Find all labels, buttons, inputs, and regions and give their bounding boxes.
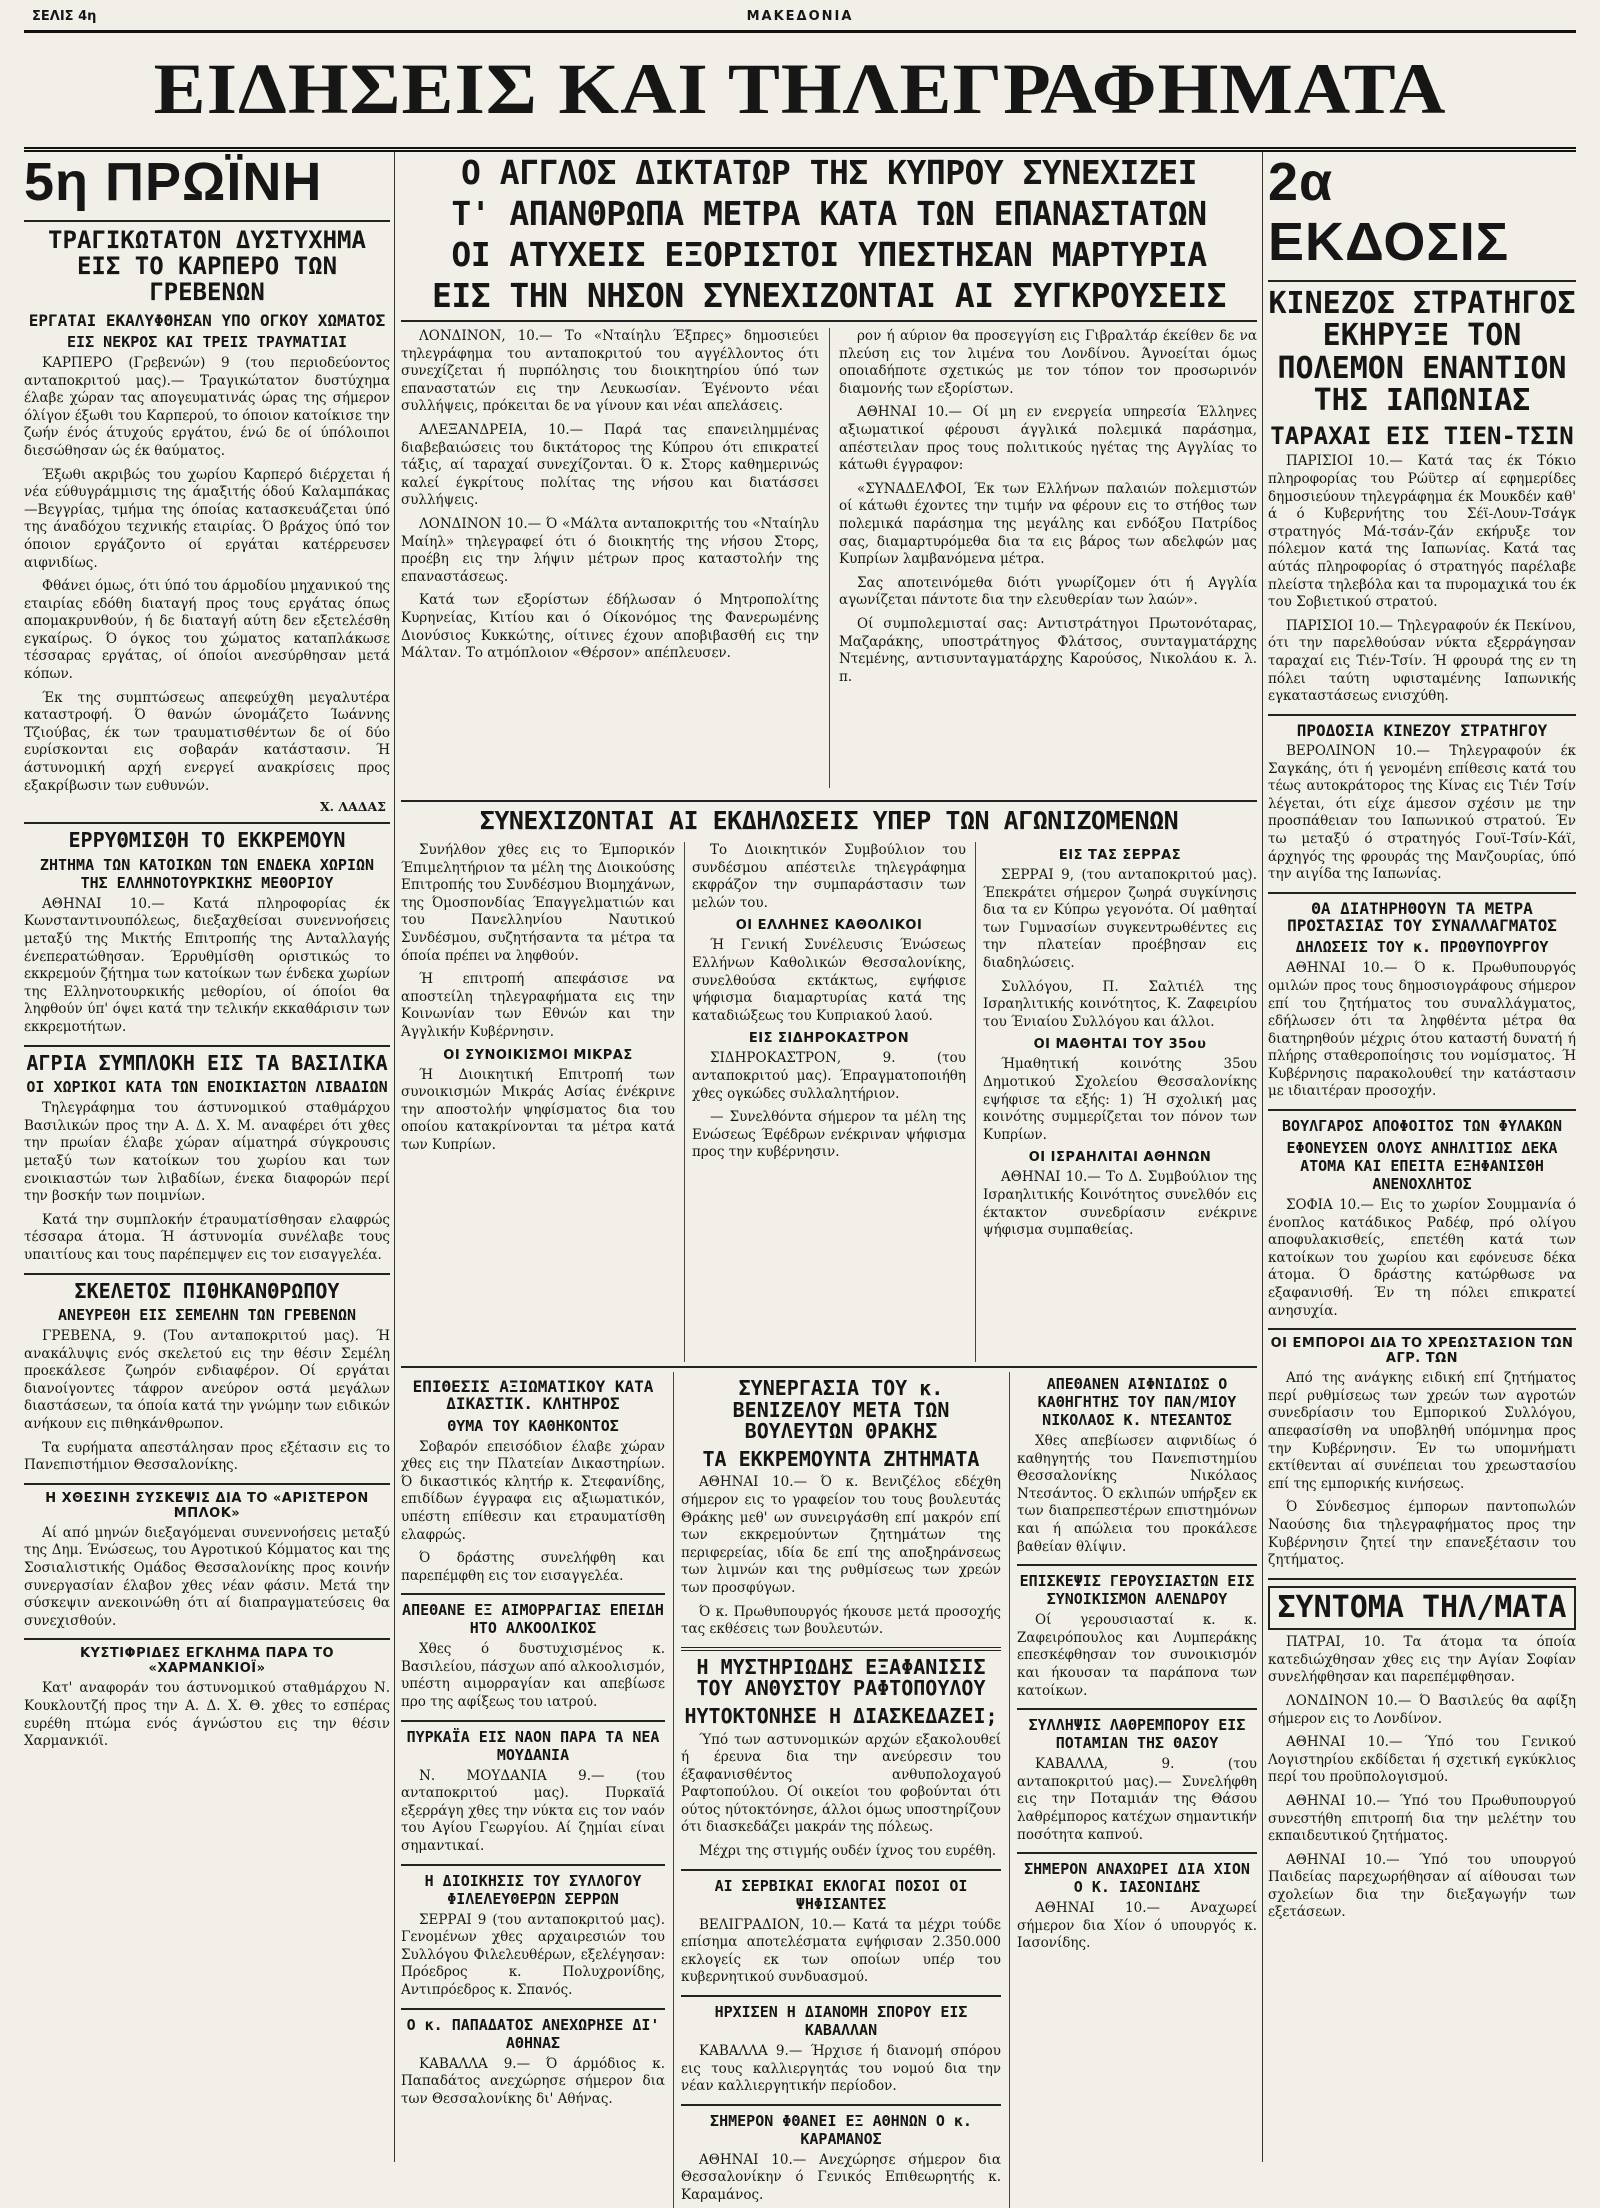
column-rule bbox=[1262, 152, 1263, 2162]
article-column bbox=[401, 842, 675, 1362]
divider bbox=[681, 2104, 1001, 2106]
headline: ΣΗΜΕΡΟΝ ΑΝΑΧΩΡΕΙ ΔΙΑ ΧΙΟΝ Ο Κ. ΙΑΣΟΝΙΔΗΣ bbox=[1024, 1860, 1250, 1897]
article-paragraph: ΑΘΗΝΑΙ 10.— Ό κ. Πρωθυπουργός ομιλών προς τους δημοσιογράφους σήμερον επί του ζητήματος του συναλλάγματος, εδήλωσεν ότι τα ληφθέντα μέτρα θα διατηρηθούν μέχρις ότου καταστή δυνατή ή πλήρης σταθεροποίησις του νομίσματος. Ή Κυβέρνησις παρακολουθεί την κατάστασιν με ιδιαιτέραν προσοχήν. bbox=[1268, 960, 1576, 1100]
subheadline: ΑΝΕΥΡΕΘΗ ΕΙΣ ΣΕΜΕΛΗΝ ΤΩΝ ΓΡΕΒΕΝΩΝ bbox=[57, 1306, 356, 1325]
divider bbox=[24, 1483, 390, 1485]
article-paragraph: ΣΕΡΡΑΙ 9, (του ανταποκριτού μας). Έπεκράτει σήμερον ζωηρά συγκίνησις δια τα εν Κύπρω γεγονότα. Οί μαθηταί των Γυμνασίων συγκεντρωθέντες εις την πλατείαν προέβησαν εις διαδηλώσεις. bbox=[983, 867, 1257, 971]
article-paragraph: ΑΘΗΝΑΙ 10.— Ανεχώρησε σήμερον δια Θεσσαλονίκην ό Γενικός Επιθεωρητής κ. Καραμάνος. bbox=[681, 2151, 1001, 2203]
article-paragraph: ΒΕΡΟΛΙΝΟΝ 10.— Τηλεγραφούν έκ Σαγκάης, ότι ή γενομένη επίθεσις κατά του τέως αυτοκράτορος της Κίνας εις Τιέν Τσίν λέγεται, ότι είχε άμεσον σχέσιν με την προσπάθειαν του Ιαπωνικού στρατού. Έν τω μεταξύ ό στρατηγός Γουϊ-Τσίν-Κάϊ, άρχηγός της φρουράς της Μανζουρίας, ύπό την αιγίδα της Ιαπωνίας. bbox=[1268, 743, 1576, 883]
article-paragraph: ΛΟΝΔΙΝΟΝ 10.— Ό «Μάλτα ανταποκριτής του «Νταίηλυ Μαίηλ» τηλεγραφεί ότι ό διοικητής της νήσου Στορς, προέβη εις την λήψιν μέτρων προς καταστολήν της επαναστάσεως. bbox=[401, 515, 819, 585]
divider bbox=[1017, 1564, 1257, 1566]
section-title: ΕΙΔΗΣΕΙΣ ΚΑΙ ΤΗΛΕΓΡΑΦΗΜΑΤΑ bbox=[153, 48, 1447, 129]
column-rule bbox=[394, 152, 395, 2162]
subheadline: ΟΙ ΜΑΘΗΤΑΙ ΤΟΥ 35ου bbox=[1033, 1037, 1207, 1053]
divider bbox=[24, 1638, 390, 1640]
article-paragraph: Έξωθι ακριβώς του χωρίου Καρπερό διέρχεται ή νέα εύθυγράμμισις της άμαξιτής όδού Καλαμπάκας—Βεγγρίας, τμήμα της όποίας κατασκευάζεται ύπό της άναδόχου τεχνικής εταιρίας. Ό βράχος ύπό τον όποιον εργάζοντο οί εργάται κατέρρευσεν αιφνιδίως. bbox=[24, 466, 390, 571]
headline: ΤΡΑΓΙΚΩΤΑΤΟΝ ΔΥΣΤΥΧΗΜΑ ΕΙΣ ΤΟ ΚΑΡΠΕΡΟ ΤΩΝ ΓΡΕΒΕΝΩΝ bbox=[48, 226, 366, 306]
article-paragraph: ΠΑΤΡΑΙ, 10. Τα άτομα τα όποία κατεδιώχθησαν χθες εις την Αγίαν Σοφίαν συνελήφθησαν και παρεπέμφθησαν. bbox=[1268, 1634, 1576, 1686]
divider bbox=[401, 2008, 665, 2010]
divider bbox=[1017, 1852, 1257, 1854]
subheadline: ΟΙ ΙΣΡΑΗΛΙΤΑΙ ΑΘΗΝΩΝ bbox=[1028, 1150, 1212, 1166]
banner-headline: ΕΙΣ ΤΗΝ ΝΗΣΟΝ ΣΥΝΕΧΙΖΟΝΤΑΙ ΑΙ ΣΥΓΚΡΟΥΣΕΙΣ bbox=[431, 276, 1227, 315]
article-paragraph: Αί από μηνών διεξαγόμεναι συνεννοήσεις μεταξύ της Δημ. Ένώσεως, του Αγροτικού Κόμματος και της Σοσιαλιστικής Ομάδος Θεσσαλονίκης προς κοινήν συνεργασίαν έλαβον χθες νέαν φάσιν. Μετά την σύσκεψιν ανεκοινώθη ότι αί διαπραγματεύσεις θα συνεχισθούν. bbox=[24, 1524, 390, 1629]
left-column bbox=[24, 152, 390, 2162]
article-paragraph: Ή Διοικητική Επιτροπή των συνοικισμών Μικράς Ασίας ένέκρινε την αποστολήν ψηφίσματος δια του οποίου κατακρίνονται τα μέτρα κατά των Κυπρίων. bbox=[401, 1066, 675, 1153]
column-rule bbox=[1009, 1372, 1010, 2208]
article-paragraph: Οί γερουσιασταί κ. κ. Ζαφειρόπουλος και Λυμπεράκης επεσκέφθησαν τον συνοικισμόν και ήκουσαν τα παράπονα των κατοίκων. bbox=[1017, 1612, 1257, 1699]
article-paragraph: ΣΟΦΙΑ 10.— Εις το χωρίον Σουμμανία ό ένοπλος κατάδικος Ραδέφ, πρό ολίγου αποφυλακισθείς, επετέθη κατά των κατοίκων του χωρίου και εφόνευσε δέκα άτομα. Ό δράστης κατώρθωσε να εξαφανισθή. Έν τη πόλει επικρατεί ανησυχία. bbox=[1268, 1197, 1576, 1319]
headline: ΑΙ ΣΕΡΒΙΚΑΙ ΕΚΛΟΓΑΙ ΠΟΣΟΙ ΟΙ ΨΗΦΙΣΑΝΤΕΣ bbox=[714, 1876, 968, 1913]
article-column bbox=[681, 1372, 1001, 2208]
article-paragraph: ΛΟΝΔΙΝΟΝ, 10.— Το «Νταίηλυ Έξπρες» δημοσιεύει τηλεγράφημα του ανταποκριτού του αγγέλλοντος ότι συνεχίζεται ή πυρπόλησις του διοικητηρίου ύπό των επαναστατών εις την Λευκωσίαν. Έγένοντο νέαι συλλήψεις, πρόκειται δε να γίνουν και νέαι απελάσεις. bbox=[401, 328, 819, 415]
article-paragraph: ΑΘΗΝΑΙ 10.— Κατά πληροφορίας έκ Κωνσταντινουπόλεως, διεξαχθείσαι συνεννοήσεις μεταξύ της Μικτής Επιτροπής της Ανταλλαγής ένεπερατώθησαν. Έρρυθμίσθη οριστικώς το εκκρεμούν ζήτημα των κατοίκων των ένδεκα χωρίων της Ελληνοτουρκικής μεθορίου, οί όποίοι θα ληφθούν ύπ' όψει κατά την τελικήν εκκαθάρισιν των εκκρεμοτήτων. bbox=[24, 895, 390, 1035]
article-paragraph: Ύπό των αστυνομικών αρχών εξακολουθεί ή έρευνα δια την ανεύρεσιν του έξαφανισθέντος ανθυπολοχαγού Ραφτοπούλου. Οί οικείοι του φοβούνται ότι ούτος ηύτοκτόνησε, άλλοι όμως υποστηρίζουν ότι διασκεδάζει μακράν της πόλεως. bbox=[681, 1731, 1001, 1836]
article-paragraph: ΚΑΡΠΕΡΟ (Γρεβενών) 9 (του περιοδεύοντος ανταποκριτού μας).— Τραγικώτατον δυστύχημα έλαβε χώραν τας απογευματινάς ώρας της σήμερον όλίγον έξωθι του Καρπερού, το όποιον κατοίκισε την ζωήν ένός άτυχούς εργάτου, ένώ δε οί ύπόλοιποι διεσώθησαν ώς έκ θαύματος. bbox=[24, 354, 390, 459]
headline: ΑΠΕΘΑΝΕΝ ΑΙΦΝΙΔΙΩΣ Ο ΚΑΘΗΓΗΤΗΣ ΤΟΥ ΠΑΝ/ΜΙΟΥ ΝΙΚΟΛΑΟΣ Κ. ΝΤΕΣΑΝΤΟΣ bbox=[1037, 1375, 1237, 1429]
demonstrations-section bbox=[401, 842, 1257, 1362]
headline: Η ΧΘΕΣΙΝΗ ΣΥΣΚΕΨΙΣ ΔΙΑ ΤΟ «ΑΡΙΣΤΕΡΟΝ ΜΠΛΟΚ» bbox=[45, 1490, 369, 1521]
divider bbox=[24, 822, 390, 824]
page-number: ΣΕΛΙΣ 4η bbox=[32, 9, 97, 24]
article-paragraph: ΚΑΒΑΛΛΑ 9.— Ήρχισε ή διανομή σπόρου εις τους καλλιεργητάς του νομού δια την νέαν καλλιεργητικήν περίοδον. bbox=[681, 2043, 1001, 2095]
article-paragraph: Έκ της συμπτώσεως απεφεύχθη μεγαλυτέρα καταστροφή. Ό θανών ώνομάζετο Ίωάννης Τζιούβας, έκ των τραυματισθέντων δε οί δύο ευρίσκονται εις σοβαράν κατάστασιν. Ή άστυνομική αρχή ενεργεί ανακρίσεις προς εξακρίβωσιν των ευθυνών. bbox=[24, 689, 390, 794]
divider bbox=[401, 320, 1257, 322]
byline: Χ. ΛΑΔΑΣ bbox=[319, 799, 386, 815]
article-paragraph: ΓΡΕΒΕΝΑ, 9. (Του ανταποκριτού μας). Ή ανακάλυψις ενός σκελετού εις την θέσιν Σεμέλη προεκάλεσε ζωηρόν ενδιαφέρον. Οί εργάται διανοίγοντες τάφρον ανεύρον οστά μεγάλων διαστάσεων, τα όποία κατά την γνώμην των ειδικών ανήκουν εις πιθηκάνθρωπον. bbox=[24, 1328, 390, 1433]
headline: ΣΥΝΤΟΜΑ ΤΗΛ/ΜΑΤΑ bbox=[1268, 1586, 1576, 1630]
headline: ΑΓΡΙΑ ΣΥΜΠΛΟΚΗ ΕΙΣ ΤΑ ΒΑΣΙΛΙΚΑ bbox=[26, 1050, 388, 1075]
article-paragraph: Τα ευρήματα απεστάλησαν προς εξέτασιν εις το Πανεπιστήμιον Θεσσαλονίκης. bbox=[24, 1439, 390, 1474]
column-rule bbox=[829, 328, 830, 788]
headline: ΣΥΝΕΡΓΑΣΙΑ ΤΟΥ κ. ΒΕΝΙΖΕΛΟΥ ΜΕΤΑ ΤΩΝ ΒΟΥΛΕΥΤΩΝ ΘΡΑΚΗΣ bbox=[732, 1376, 950, 1444]
divider bbox=[401, 1593, 665, 1595]
newspaper-page bbox=[24, 6, 1576, 2203]
article-paragraph: Σοβαρόν επεισόδιον έλαβε χώραν χθες εις την Πλατείαν Δικαστηρίων. Ό δικαστικός κλητήρ κ. Στεφανίδης, επιδίδων έγγραφα εις αξιωματικόν, υπέστη επίθεσιν και ετραυματίσθη ελαφρώς. bbox=[401, 1438, 665, 1543]
headline: ΕΠΙΘΕΣΙΣ ΑΞΙΩΜΑΤΙΚΟΥ ΚΑΤΑ ΔΙΚΑΣΤΙΚ. ΚΛΗΤΗΡΟΣ bbox=[412, 1377, 654, 1414]
subheadline: ΟΙ ΧΩΡΙΚΟΙ ΚΑΤΑ ΤΩΝ ΕΝΟΙΚΙΑΣΤΩΝ ΛΙΒΑΔΙΩΝ bbox=[26, 1078, 388, 1097]
article-column bbox=[401, 328, 819, 798]
article-paragraph: Χθες απεβίωσεν αιφνιδίως ό καθηγητής του Πανεπιστημίου Θεσσαλονίκης Νικόλαος Ντεσάντος. Ό εκλιπών υπήρξεν εκ των διαπρεπεστέρων επιστημόνων και ή απώλεια του προκάλεσε βαθείαν θλίψιν. bbox=[1017, 1433, 1257, 1555]
article-column bbox=[983, 842, 1257, 1362]
subheadline: ΕΙΣ ΝΕΚΡΟΣ ΚΑΙ ΤΡΕΙΣ ΤΡΑΥΜΑΤΙΑΙ bbox=[67, 332, 347, 351]
subheadline: ΖΗΤΗΜΑ ΤΩΝ ΚΑΤΟΙΚΩΝ ΤΩΝ ΕΝΔΕΚΑ ΧΩΡΙΩΝ ΤΗΣ ΕΛΛΗΝΟΤΟΥΡΚΙΚΗΣ ΜΕΘΟΡΙΟΥ bbox=[39, 855, 375, 892]
banner-headline: Ο ΑΓΓΛΟΣ ΔΙΚΤΑΤΩΡ ΤΗΣ ΚΥΠΡΟΥ ΣΥΝΕΧΙΖΕΙ bbox=[461, 153, 1197, 192]
article-paragraph: Ν. ΜΟΥΔΑΝΙΑ 9.— (του ανταποκριτού μας). Πυρκαϊά εξερράγη χθες την νύκτα εις τον ναόν του Αγίου Γεωργίου. Αί ζημίαι είναι σημαντικαί. bbox=[401, 1767, 665, 1855]
headline: ΒΟΥΛΓΑΡΟΣ ΑΠΟΦΟΙΤΟΣ ΤΩΝ ΦΥΛΑΚΩΝ bbox=[1282, 1117, 1562, 1136]
article-paragraph: ΑΘΗΝΑΙ 10.— Αναχωρεί σήμερον δια Χίον ό υπουργός κ. Ιασονίδης. bbox=[1017, 1900, 1257, 1952]
divider bbox=[1268, 1328, 1576, 1330]
headline: ΕΡΡΥΘΜΙΣΘΗ ΤΟ ΕΚΚΡΕΜΟΥΝ bbox=[68, 828, 346, 853]
headline: ΣΚΕΛΕΤΟΣ ΠΙΘΗΚΑΝΘΡΩΠΟΥ bbox=[74, 1278, 340, 1303]
article-paragraph: Ό κ. Πρωθυπουργός ήκουσε μετά προσοχής τας εκθέσεις των βουλευτών. bbox=[681, 1603, 1001, 1638]
article-paragraph: ΛΟΝΔΙΝΟΝ 10.— Ό Βασιλεύς θα αφίξη σήμερον εις το Λονδίνον. bbox=[1268, 1692, 1576, 1727]
article-paragraph: Ό Σύνδεσμος έμπορων παντοπωλών Ναούσης δια τηλεγραφήματος προς την Κυβέρνησιν ζητεί την επανεξέτασιν του ζητήματος. bbox=[1268, 1499, 1576, 1569]
subheadline: ΕΙΣ ΣΙΔΗΡΟΚΑΣΤΡΟΝ bbox=[748, 1031, 910, 1047]
right-column bbox=[1268, 152, 1576, 2162]
article-paragraph: Σας αποτεινόμεθα διότι γνωρίζομεν ότι ή Αγγλία αγωνίζεται πάντοτε δια την ελευθερίαν των λαών». bbox=[839, 574, 1257, 609]
headline: ΗΡΧΙΣΕΝ Η ΔΙΑΝΟΜΗ ΣΠΟΡΟΥ ΕΙΣ ΚΑΒΑΛΛΑΝ bbox=[714, 2003, 968, 2040]
article-paragraph: ΑΘΗΝΑΙ 10.— Ύπό του Πρωθυπουργού συνεστήθη επιτροπή δια την μελέτην του εκπαιδευτικού ζητήματος. bbox=[1268, 1792, 1576, 1845]
article-paragraph: ΒΕΛΙΓΡΑΔΙΟΝ, 10.— Κατά τα μέχρι τούδε επίσημα αποτελέσματα εψήφισαν 2.350.000 εκλογείς εκ των οποίων υπέρ του κυβερνητικού συνδυασμού. bbox=[681, 1916, 1001, 1986]
article-paragraph: ΑΘΗΝΑΙ 10.— Το Δ. Συμβούλιον της Ισραηλιτικής Κοινότητος συνελθόν εις έκτακτον συνεδρίασιν ενέκρινε ψήφισμα συμπαθείας. bbox=[983, 1169, 1257, 1239]
article-paragraph: Ή επιτροπή απεφάσισε να αποστείλη τηλεγραφήματα εις την Κοινωνίαν των Εθνών και την Άγγλικήν Κυβέρνησιν. bbox=[401, 971, 675, 1040]
article-paragraph: Συνήλθον χθες εις το Έμπορικόν Έπιμελητήριον τα μέλη της Διοικούσης Επιτροπής του Συνδέσμου Βιομηχάνων, της Όμοσπονδίας Έπαγγελματιών και του Πανελληνίου Ναυτικού Συνδέσμου, συζητήσαντα τα μέτρα τα όποία πρέπει να ληφθούν. bbox=[401, 842, 675, 964]
article-paragraph: ΑΘΗΝΑΙ 10.— Ύπό του υπουργού Παιδείας παρεχωρήθησαν αί αίθουσαι των σχολείων δια την διεξαγωγήν των εξετάσεων. bbox=[1268, 1851, 1576, 1921]
divider bbox=[401, 800, 1257, 802]
subheadline: ΘΥΜΑ ΤΟΥ ΚΑΘΗΚΟΝΤΟΣ bbox=[447, 1416, 619, 1435]
headline: ΠΡΟΔΟΣΙΑ ΚΙΝΕΖΟΥ ΣΤΡΑΤΗΓΟΥ bbox=[1296, 720, 1548, 740]
article-paragraph: Ό δράστης συνελήφθη και παρεπέμφθη εις τον εισαγγελέα. bbox=[401, 1550, 665, 1584]
divider bbox=[681, 1995, 1001, 1997]
article-paragraph: Τηλεγράφημα του άστυνομικού σταθμάρχου Βασιλικών προς την Α. Δ. Χ. Μ. αναφέρει ότι χθες την πρωίαν έλαβε χώραν αίματηρά σύγκρουσις μεταξύ των κατοίκων του χωρίου και των ενοικιαστών των λιβαδίων, ένεκα διαφορών περί την βοσκήν των ποιμνίων. bbox=[24, 1100, 390, 1205]
newspaper-name: ΜΑΚΕΔΟΝΙΑ bbox=[746, 9, 854, 24]
article-paragraph: «ΣΥΝΑΔΕΛΦΟΙ, Έκ των Ελλήνων παλαιών πολεμιστών οί κάτωθι έχοντες την τιμήν να φέρουν εις το στήθος των πολεμικά παράσημα της μεγάλης και ενδόξου Πατρίδος σας, διαμαρτυρόμεθα δια τα εις βάρος των αδελφών μας Κυπρίων λαμβανόμενα μέτρα. bbox=[839, 480, 1257, 568]
headline: ΟΙ ΕΜΠΟΡΟΙ ΔΙΑ ΤΟ ΧΡΕΩΣΤΑΣΙΟΝ ΤΩΝ ΑΓΡ. ΤΩΝ bbox=[1270, 1336, 1574, 1367]
subheadline: ΕΡΓΑΤΑΙ ΕΚΑΛΥΦΘΗΣΑΝ ΥΠΟ ΟΓΚΟΥ ΧΩΜΑΤΟΣ bbox=[28, 310, 386, 330]
section-headline: ΣΥΝΕΧΙΖΟΝΤΑΙ ΑΙ ΕΚΔΗΛΩΣΕΙΣ ΥΠΕΡ ΤΩΝ ΑΓΩΝΙΖΟΜΕΝΩΝ bbox=[479, 806, 1179, 835]
headline: ΘΑ ΔΙΑΤΗΡΗΘΟΥΝ ΤΑ ΜΕΤΡΑ ΠΡΟΣΤΑΣΙΑΣ ΤΟΥ ΣΥΝΑΛΛΑΓΜΑΤΟΣ bbox=[1287, 898, 1557, 936]
article-paragraph: Συλλόγου, Π. Σαλτιέλ της Ισραηλιτικής κοινότητος, Κ. Ζαφειρίου του Ένιαίου Συλλόγου και άλλοι. bbox=[983, 978, 1257, 1030]
headline: ΚΙΝΕΖΟΣ ΣΤΡΑΤΗΓΟΣ ΕΚΗΡΥΞΕ ΤΟΝ ΠΟΛΕΜΟΝ ΕΝΑΝΤΙΟΝ ΤΗΣ ΙΑΠΩΝΙΑΣ bbox=[1268, 286, 1576, 419]
article-paragraph: ΚΑΒΑΛΛΑ, 9. (του ανταποκριτού μας).— Συνελήφθη εις την Ποταμιάν της Θάσου λαθρέμπορος κατέχων σημαντικήν ποσότητα καπνού. bbox=[1017, 1756, 1257, 1843]
subheadline: ΕΦΟΝΕΥΣΕΝ ΟΛΟΥΣ ΑΝΗΛΙΤΙΩΣ ΔΕΚΑ ΑΤΟΜΑ ΚΑΙ ΕΠΕΙΤΑ ΕΞΗΦΑΝΙΣΘΗ ΑΝΕΝΟΧΛΗΤΟΣ bbox=[1286, 1139, 1558, 1194]
article-paragraph: ΑΘΗΝΑΙ 10.— Ό κ. Βενιζέλος εδέχθη σήμερον εις το γραφείον του τους βουλευτάς Θράκης μεθ' ων συνειργάσθη επί μακρόν επί των εκκρεμούντων ζητημάτων της περιφερείας, ιδία δε επί της αποξηράνσεως των λιμνών και της ρυθμίσεως των χρεών των προσφύγων. bbox=[681, 1474, 1001, 1596]
headline: ΠΥΡΚΑΪΑ ΕΙΣ ΝΑΟΝ ΠΑΡΑ ΤΑ ΝΕΑ ΜΟΥΔΑΝΙΑ bbox=[406, 1727, 660, 1764]
column-rule bbox=[975, 842, 976, 1362]
headline: ΣΥΛΛΗΨΙΣ ΛΑΘΡΕΜΠΟΡΟΥ ΕΙΣ ΠΟΤΑΜΙΑΝ ΤΗΣ ΘΑΣΟΥ bbox=[1028, 1716, 1246, 1753]
article-paragraph: ΠΑΡΙΣΙΟΙ 10.— Τηλεγραφούν έκ Πεκίνου, ότι την παρελθούσαν νύκτα εξερράγησαν ταραχαί εις Τιέν-Τσίν. Ή φρουρά της εν τη πόλει ταύτη υφισταμένης Ιαπωνικής εγκαταστάσεως ενισχύθη. bbox=[1268, 617, 1576, 705]
headline: Ο κ. ΠΑΠΑΔΑΤΟΣ ΑΝΕΧΩΡΗΣΕ ΔΙ' ΑΘΗΝΑΣ bbox=[406, 2015, 660, 2052]
subheadline: ΕΙΣ ΤΑΣ ΣΕΡΡΑΣ bbox=[1058, 848, 1182, 863]
article-paragraph: ρον ή αύριον θα προσεγγίση εις Γιβραλτάρ έκείθεν δε να πλεύση εις τον λιμένα του Λονδίνου. Άγνοείται όμως οποιαδήποτε σχετικώς με τον τόπον τον προσωρινόν διαμονής των εξορίστων. bbox=[839, 328, 1257, 397]
article-paragraph: Οί συμπολεμισταί σας: Αντιστράτηγοι Πρωτονόταρας, Μαζαράκης, υποστράτηγος Φλάτσος, συνταγματάρχης Ντεμένης, αντισυνταγματάρχης Καρούσος, Νικολάου κ. λ. π. bbox=[839, 615, 1257, 685]
article-paragraph: Ή Γενική Συνέλευσις Ένώσεως Ελλήνων Καθολικών Θεσσαλονίκης, συνελθούσα εκτάκτως, εψήφισε ψήφισμα διαμαρτυρίας κατά της καταδιώξεως του Κυπριακού λαού. bbox=[692, 937, 966, 1024]
article-paragraph: Φθάνει όμως, ότι ύπό του άρμοδίου μηχανικού της εταιρίας εδόθη διαταγή προς τους εργάτας όπως απομακρυνθούν, ή δε διαταγή αύτη δεν εξετελέσθη εγκαίρως. Ό όγκος του χώματος καταπλάκωσε τέσσαρας εργάτας, οί όποίοι ανεσύρθησαν μετά κόπων. bbox=[24, 578, 390, 683]
divider bbox=[401, 1720, 665, 1722]
headline: Η ΜΥΣΤΗΡΙΩΔΗΣ ΕΞΑΦΑΝΙΣΙΣ ΤΟΥ ΑΝΘΥΣΤΟΥ ΡΑΦΤΟΠΟΥΛΟΥ bbox=[696, 1654, 986, 1701]
subheadline: ΤΑ ΕΚΚΡΕΜΟΥΝΤΑ ΖΗΤΗΜΑΤΑ bbox=[702, 1446, 980, 1471]
article-paragraph: Μέχρι της στιγμής ουδέν ίχνος του ευρέθη. bbox=[699, 1843, 997, 1860]
article-paragraph: ΣΙΔΗΡΟΚΑΣΤΡΟΝ, 9. (του ανταποκριτού μας). Έπραγματοποιήθη χθες ογκώδες συλλαλητήριον. bbox=[692, 1050, 966, 1102]
headline: Η ΔΙΟΙΚΗΣΙΣ ΤΟΥ ΣΥΛΛΟΓΟΥ ΦΙΛΕΛΕΥΘΕΡΩΝ ΣΕΡΡΩΝ bbox=[424, 1871, 642, 1908]
article-paragraph: Χθες ό δυστυχισμένος κ. Βασιλείου, πάσχων από αλκοολισμόν, υπέστη αιμορραγίαν και απεβίωσε προ της αφίξεως του ιατρού. bbox=[401, 1641, 665, 1711]
banner-headline: Τ' ΑΠΑΝΘΡΩΠΑ ΜΕΤΡΑ ΚΑΤΑ ΤΩΝ ΕΠΑΝΑΣΤΑΤΩΝ bbox=[451, 194, 1207, 233]
article-paragraph: ΑΘΗΝΑΙ 10.— Οί μη εν ενεργεία υπηρεσία Έλληνες αξιωματικοί φέρουσι άγγλικά πολεμικά παράσημα, απέστειλαν προς τους πολιτικούς ηγέτας της Αγγλίας το κάτωθι έγγραφον: bbox=[839, 404, 1257, 474]
subheadline: ΤΑΡΑΧΑΙ ΕΙΣ ΤΙΕΝ-ΤΣΙΝ bbox=[1270, 421, 1574, 450]
headline: ΑΠΕΘΑΝΕ ΕΞ ΑΙΜΟΡΡΑΓΙΑΣ ΕΠΕΙΔΗ ΗΤΟ ΑΛΚΟΟΛΙΚΟΣ bbox=[402, 1601, 664, 1638]
headline: ΣΗΜΕΡΟΝ ΦΘΑΝΕΙ ΕΞ ΑΘΗΝΩΝ Ο κ. ΚΑΡΑΜΑΝΟΣ bbox=[710, 2111, 972, 2148]
divider bbox=[401, 1864, 665, 1866]
cyprus-article bbox=[401, 328, 1257, 798]
subheadline: ΟΙ ΕΛΛΗΝΕΣ ΚΑΘΟΛΙΚΟΙ bbox=[735, 918, 923, 934]
article-column bbox=[401, 1372, 665, 2208]
divider bbox=[24, 220, 390, 222]
subheadline: ΗΥΤΟΚΤΟΝΗΣΕ Η ΔΙΑΣΚΕΔΑΖΕΙ; bbox=[684, 1703, 998, 1728]
divider bbox=[1268, 1578, 1576, 1580]
center-section bbox=[401, 152, 1257, 2203]
column-rule bbox=[673, 1372, 674, 2208]
page-header-line bbox=[24, 6, 1576, 30]
divider bbox=[1268, 280, 1576, 282]
divider bbox=[1017, 1708, 1257, 1710]
subheadline: ΟΙ ΣΥΝΟΙΚΙΣΜΟΙ ΜΙΚΡΑΣ bbox=[443, 1047, 633, 1063]
article-column bbox=[839, 328, 1257, 798]
banner-headline: ΟΙ ΑΤΥΧΕΙΣ ΕΞΟΡΙΣΤΟΙ ΥΠΕΣΤΗΣΑΝ ΜΑΡΤΥΡΙΑ bbox=[451, 235, 1207, 274]
article-paragraph: — Συνελθόντα σήμερον τα μέλη της Ενώσεως Έφέδρων ενέκριναν ψήφισμα προς την κυβέρνησιν. bbox=[692, 1109, 966, 1161]
subheadline: ΔΗΛΩΣΕΙΣ ΤΟΥ κ. ΠΡΩΘΥΠΟΥΡΓΟΥ bbox=[1295, 938, 1549, 957]
divider bbox=[681, 1869, 1001, 1871]
article-paragraph: Ήμαθητική κοινότης 35ου Δημοτικού Σχολείου Θεσσαλονίκης εψήφισε τα εξής: 1) Ή σχολική μας κοινότης συμμερίζεται τον πόνον των Κυπρίων. bbox=[983, 1056, 1257, 1143]
divider bbox=[681, 1647, 1001, 1651]
article-paragraph: Από της ανάγκης ειδική επί ζητήματος περί ρυθμίσεως των χρεών των αγροτών συνεδρίασιν του Εμπορικού Συλλόγου, απεφασίσθη να υποβληθή υπόμνημα προς την Κυβέρνησιν. Έν τω υπομνήματι εκτίθενται αί συνέπειαι του χρεωστασίου επί της εμπορικής κινήσεως. bbox=[1268, 1370, 1576, 1492]
article-paragraph: Κατά την συμπλοκήν έτραυματίσθησαν ελαφρώς τέσσαρα άτομα. Ή άστυνομία συνέλαβε τους υπαιτίους και τους παρέπεμψεν εις τον εισαγγελέα. bbox=[24, 1211, 390, 1263]
article-paragraph: Κατ' αναφοράν του άστυνομικού σταθμάρχου Ν. Κουκλουτζή προς την Α. Δ. Χ. Θ. χθες το εσπέρας ευρέθη πτώμα ενός άγνώστου εις την θέσιν Χαρμανκιόϊ. bbox=[24, 1680, 390, 1750]
divider bbox=[1268, 892, 1576, 894]
article-paragraph: Το Διοικητικόν Συμβούλιον του συνδέσμου απέστειλε τηλεγράφημα εκφράζον την συμπαράστασιν των μελών του. bbox=[692, 842, 966, 911]
article-paragraph: ΣΕΡΡΑΙ 9 (του ανταποκριτού μας). Γενομένων χθες αρχαιρεσιών του Συλλόγου Φιλελευθέρων, εξελέγησαν: Πρόεδρος κ. Πολυχρονίδης, Αντιπρόεδρος κ. Σπανός. bbox=[401, 1911, 665, 1998]
edition-label: 5η ΠΡΩΪΝΗ bbox=[24, 152, 323, 212]
divider bbox=[1268, 714, 1576, 716]
article-paragraph: ΑΘΗΝΑΙ 10.— Ύπό του Γενικού Λογιστηρίου εκδίδεται ή σχετική εγκύκλιος περί του προϋπολογισμού. bbox=[1268, 1734, 1576, 1786]
headline: ΕΠΙΣΚΕΨΙΣ ΓΕΡΟΥΣΙΑΣΤΩΝ ΕΙΣ ΣΥΝΟΙΚΙΣΜΟΝ ΑΛΕΝΔΡΟΥ bbox=[1019, 1572, 1255, 1609]
article-paragraph: ΠΑΡΙΣΙΟΙ 10.— Κατά τας έκ Τόκιο πληροφορίας του Ρώϋτερ αί εφημερίδες δημοσιεύουν τηλεγράφημα έκ Μουκδέν καθ' ά ό Κυβερνήτης του Σέϊ-Λουν-Τσάγκ στρατηγός Μά-τσάν-ζάν εκήρυξε τον πόλεμον κατά της Ιαπωνίας. Κατά τας αύτάς πληροφορίας ό στρατηγός παρέλαβε πλείστα τηλεβόλα και τα πυρομαχικά του έκ του Σοβιετικού στρατού. bbox=[1268, 453, 1576, 611]
article-paragraph: ΑΛΕΞΑΝΔΡΕΙΑ, 10.— Παρά τας επανειλημμένας διαβεβαιώσεις του δικτάτορος της Κύπρου ότι επικρατεί τάξις, αί ταραχαί συνεχίζονται. Ό κ. Στορς καθημερινώς καλεί έγκρίτους πολίτας της νήσου και διατάσσει συλλήψεις. bbox=[401, 421, 819, 509]
article-paragraph: ΚΑΒΑΛΛΑ 9.— Ό άρμόδιος κ. Παπαδάτος ανεχώρησε σήμερον δια των Θεσσαλονίκης δι' Αθήνας. bbox=[401, 2055, 665, 2107]
headline: ΚΥΣΤΙΦΡΙΔΕΣ ΕΓΚΛΗΜΑ ΠΑΡΑ ΤΟ «ΧΑΡΜΑΝΚΙΟΪ» bbox=[79, 1646, 334, 1677]
column-rule bbox=[684, 842, 685, 1362]
article-column bbox=[1017, 1372, 1257, 2208]
article-paragraph: Κατά των εξορίστων έδήλωσαν ό Μητροπολίτης Κυρηνείας, Κιτίου και ό Οίκονόμος της Φανερωμένης Διονύσιος Κυκκώτης, οίτινες έχουν αποβιβασθή εις την Μάλταν. Το ατμόπλοιον «Θέρσον» απέπλευσεν. bbox=[401, 592, 819, 662]
article-column bbox=[692, 842, 966, 1362]
divider bbox=[24, 1045, 390, 1047]
lower-center-section bbox=[401, 1368, 1257, 2208]
section-masthead bbox=[24, 30, 1576, 152]
edition-label: 2α ΕΚΔΟΣΙΣ bbox=[1268, 152, 1510, 272]
divider bbox=[1268, 1109, 1576, 1111]
divider bbox=[24, 1273, 390, 1275]
